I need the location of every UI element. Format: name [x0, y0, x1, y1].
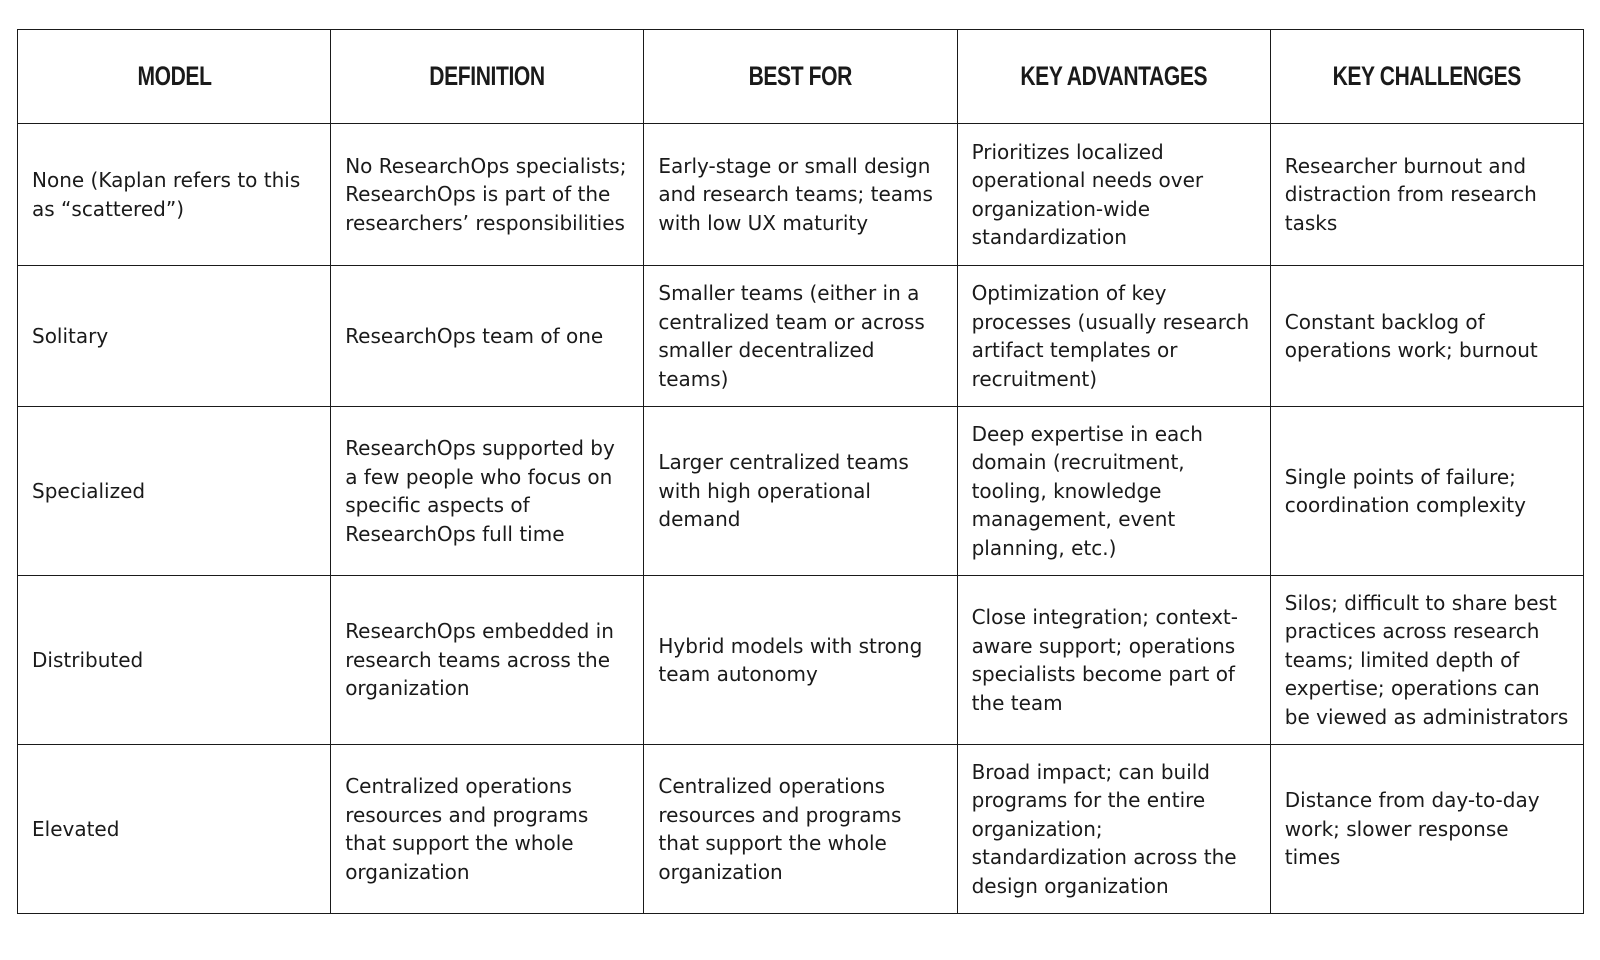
cell-key-advantages: Optimization of key processes (usually research artifact templates or recruitment): [957, 266, 1270, 407]
table-row: [18, 407, 1584, 576]
cell-model: Distributed: [18, 576, 331, 745]
cell-definition: ResearchOps team of one: [331, 266, 644, 407]
cell-definition: No ResearchOps specialists; ResearchOps is part of the researchers’ responsibilities: [331, 124, 644, 266]
cell-model: None (Kaplan refers to this as “scattered”): [18, 124, 331, 266]
table-row: [18, 266, 1584, 407]
column-header-definition: DEFINITION: [331, 30, 644, 124]
cell-definition: ResearchOps embedded in research teams across the organization: [331, 576, 644, 745]
column-header-best-for: BEST FOR: [644, 30, 957, 124]
column-header-model: MODEL: [18, 30, 331, 124]
cell-key-challenges: Silos; difficult to share best practices across research teams; limited depth of expertise; operations can be viewed as administrators: [1270, 576, 1583, 745]
cell-best-for: Hybrid models with strong team autonomy: [644, 576, 957, 745]
cell-key-challenges: Single points of failure; coordination complexity: [1270, 407, 1583, 576]
cell-best-for: Centralized operations resources and programs that support the whole organization: [644, 745, 957, 914]
table-row: [18, 745, 1584, 914]
cell-key-challenges: Researcher burnout and distraction from research tasks: [1270, 124, 1583, 266]
cell-best-for: Early-stage or small design and research teams; teams with low UX maturity: [644, 124, 957, 266]
researchops-models-table: [17, 29, 1584, 914]
cell-key-advantages: Broad impact; can build programs for the entire organization; standardization across the design organization: [957, 745, 1270, 914]
cell-key-challenges: Distance from day-to-day work; slower response times: [1270, 745, 1583, 914]
table-body: [18, 124, 1584, 914]
cell-definition: ResearchOps supported by a few people who focus on specific aspects of ResearchOps full time: [331, 407, 644, 576]
cell-model: Solitary: [18, 266, 331, 407]
table-row: [18, 576, 1584, 745]
cell-key-challenges: Constant backlog of operations work; burnout: [1270, 266, 1583, 407]
cell-key-advantages: Close integration; context-aware support; operations specialists become part of the team: [957, 576, 1270, 745]
cell-definition: Centralized operations resources and programs that support the whole organization: [331, 745, 644, 914]
cell-model: Elevated: [18, 745, 331, 914]
table-header: [18, 30, 1584, 124]
cell-key-advantages: Prioritizes localized operational needs over organization-wide standardization: [957, 124, 1270, 266]
cell-best-for: Smaller teams (either in a centralized team or across smaller decentralized teams): [644, 266, 957, 407]
column-header-key-advantages: KEY ADVANTAGES: [957, 30, 1270, 124]
cell-best-for: Larger centralized teams with high operational demand: [644, 407, 957, 576]
cell-key-advantages: Deep expertise in each domain (recruitment, tooling, knowledge management, event planning, etc.): [957, 407, 1270, 576]
column-header-key-challenges: KEY CHALLENGES: [1270, 30, 1583, 124]
table-row: [18, 124, 1584, 266]
header-row: [18, 30, 1584, 124]
cell-model: Specialized: [18, 407, 331, 576]
